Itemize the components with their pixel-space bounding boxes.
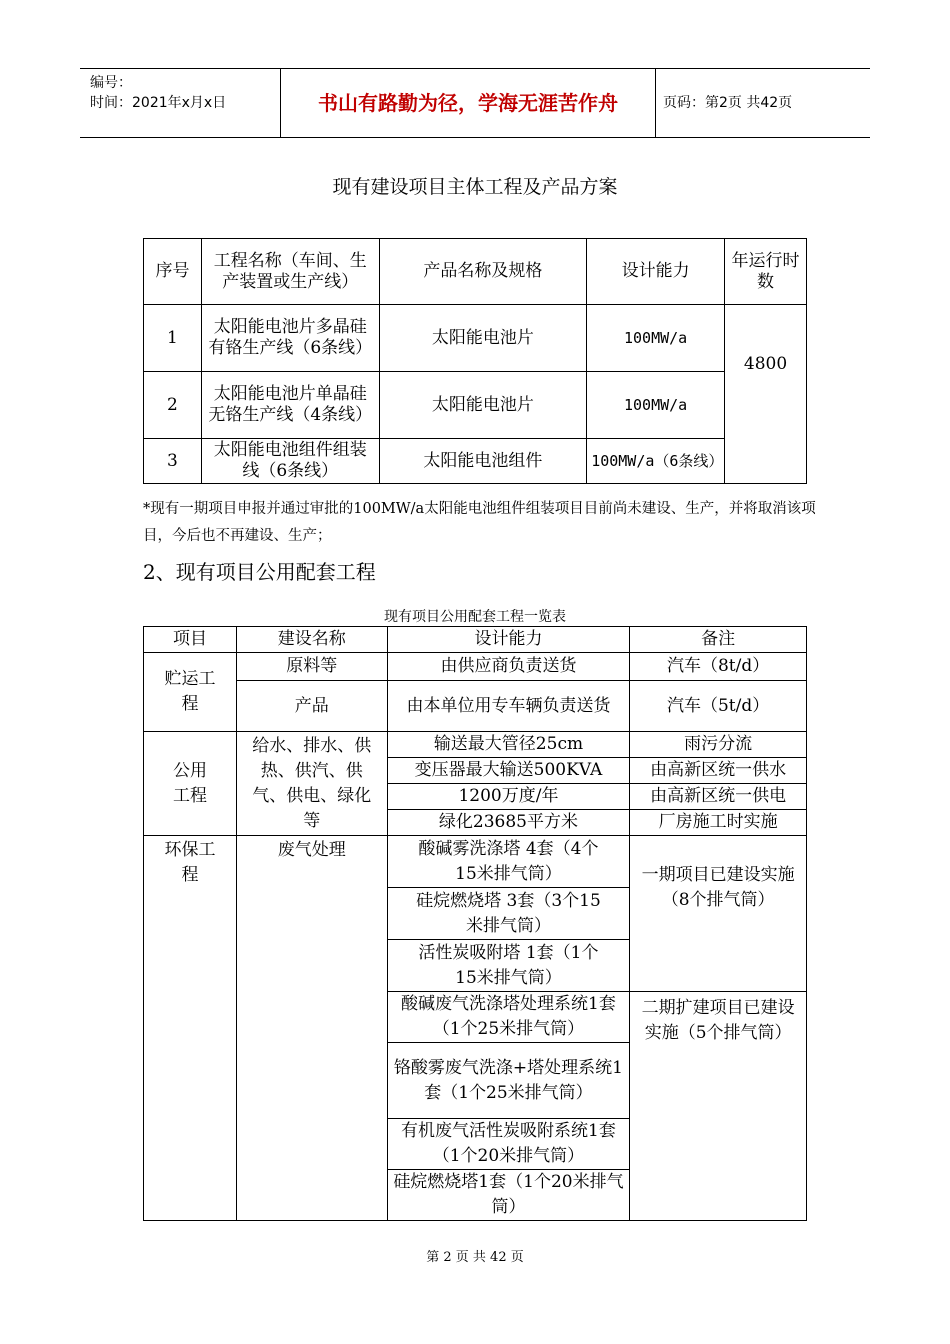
remark-cell: 二期扩建项目已建设实施（5个排气筒） — [630, 992, 807, 1221]
header-cell: 备注 — [630, 627, 807, 653]
capacity-cell: 酸碱废气洗涤塔处理系统1套（1个25米排气筒） — [387, 992, 630, 1043]
date-label: 时间：2021年x月x日 — [90, 95, 227, 111]
table-row — [144, 836, 807, 888]
remark-cell: 厂房施工时实施 — [630, 810, 807, 836]
header-cell: 序号 — [144, 239, 202, 305]
capacity-cell: 1200万度/年 — [387, 784, 630, 810]
page-title: 现有建设项目主体工程及产品方案 — [332, 176, 618, 198]
capacity-cell: 有机废气活性炭吸附系统1套（1个20米排气筒） — [387, 1119, 630, 1170]
main-project-table — [143, 238, 807, 484]
table-row — [144, 439, 807, 484]
table-header-row — [144, 239, 807, 305]
remark-cell: 由高新区统一供电 — [630, 784, 807, 810]
capacity-cell: 酸碱雾洗涤塔 4套（4个15米排气筒） — [387, 836, 630, 888]
annual-hours: 4800 — [725, 305, 807, 484]
item-name: 原料等 — [236, 653, 387, 681]
table-row — [144, 653, 807, 681]
row-number: 1 — [144, 305, 202, 372]
header-cell: 项目 — [144, 627, 237, 653]
category-cell: 环保工程 — [144, 836, 237, 1221]
header-cell: 设计能力 — [387, 627, 630, 653]
capacity-cell: 输送最大管径25cm — [387, 732, 630, 758]
project-name: 太阳能电池组件组装线（6条线） — [201, 439, 379, 484]
remark-cell: 由高新区统一供水 — [630, 758, 807, 784]
page-header — [80, 68, 870, 138]
capacity-cell: 硅烷燃烧塔 3套（3个15米排气筒） — [387, 888, 630, 940]
code-label: 编号： — [90, 75, 132, 91]
capacity-cell: 铬酸雾废气洗涤+塔处理系统1套（1个25米排气筒） — [387, 1043, 630, 1119]
header-cell: 工程名称（车间、生产装置或生产线） — [201, 239, 379, 305]
header-cell: 年运行时数 — [725, 239, 807, 305]
product-name: 太阳能电池片 — [379, 305, 587, 372]
header-meta — [80, 69, 280, 137]
project-name: 太阳能电池片多晶硅有铬生产线（6条线） — [201, 305, 379, 372]
table-row — [144, 732, 807, 758]
header-motto: 书山有路勤为径，学海无涯苦作舟 — [280, 69, 656, 137]
table-caption: 现有项目公用配套工程一览表 — [384, 609, 566, 625]
project-name: 太阳能电池片单晶硅无铬生产线（4条线） — [201, 372, 379, 439]
item-name: 产品 — [236, 681, 387, 732]
remark-cell: 汽车（5t/d） — [630, 681, 807, 732]
table-row — [144, 681, 807, 732]
product-name: 太阳能电池片 — [379, 372, 587, 439]
page-footer: 第 2 页 共 42 页 — [426, 1250, 524, 1265]
section-heading: 2、现有项目公用配套工程 — [143, 560, 376, 584]
header-cell: 建设名称 — [236, 627, 387, 653]
table-header-row — [144, 627, 807, 653]
category-cell: 贮运工程 — [144, 653, 237, 732]
row-number: 3 — [144, 439, 202, 484]
remark-cell: 汽车（8t/d） — [630, 653, 807, 681]
capacity-cell: 由本单位用专车辆负责送货 — [387, 681, 630, 732]
capacity-cell: 由供应商负责送货 — [387, 653, 630, 681]
note-text: *现有一期项目申报并通过审批的100MW/a太阳能电池组件组装项目目前尚未建设、生产，并将取消该项目，今后也不再建设、生产； — [143, 501, 816, 544]
design-capacity: 100MW/a — [587, 372, 725, 439]
header-cell: 产品名称及规格 — [379, 239, 587, 305]
design-capacity: 100MW/a（6条线） — [587, 439, 725, 484]
table-row — [144, 305, 807, 372]
item-name: 给水、排水、供热、供汽、供气、供电、绿化等 — [236, 732, 387, 836]
product-name: 太阳能电池组件 — [379, 439, 587, 484]
remark-cell: 一期项目已建设实施（8个排气筒） — [630, 836, 807, 992]
capacity-cell: 活性炭吸附塔 1套（1个15米排气筒） — [387, 940, 630, 992]
page-label: 页码：第2页 共42页 — [663, 95, 793, 111]
table-row — [144, 372, 807, 439]
capacity-cell: 变压器最大输送500KVA — [387, 758, 630, 784]
header-cell: 设计能力 — [587, 239, 725, 305]
category-cell: 公用工程 — [144, 732, 237, 836]
row-number: 2 — [144, 372, 202, 439]
capacity-cell: 绿化23685平方米 — [387, 810, 630, 836]
design-capacity: 100MW/a — [587, 305, 725, 372]
utility-table — [143, 626, 807, 1221]
capacity-cell: 硅烷燃烧塔1套（1个20米排气筒） — [387, 1170, 630, 1221]
item-name: 废气处理 — [236, 836, 387, 1221]
remark-cell: 雨污分流 — [630, 732, 807, 758]
